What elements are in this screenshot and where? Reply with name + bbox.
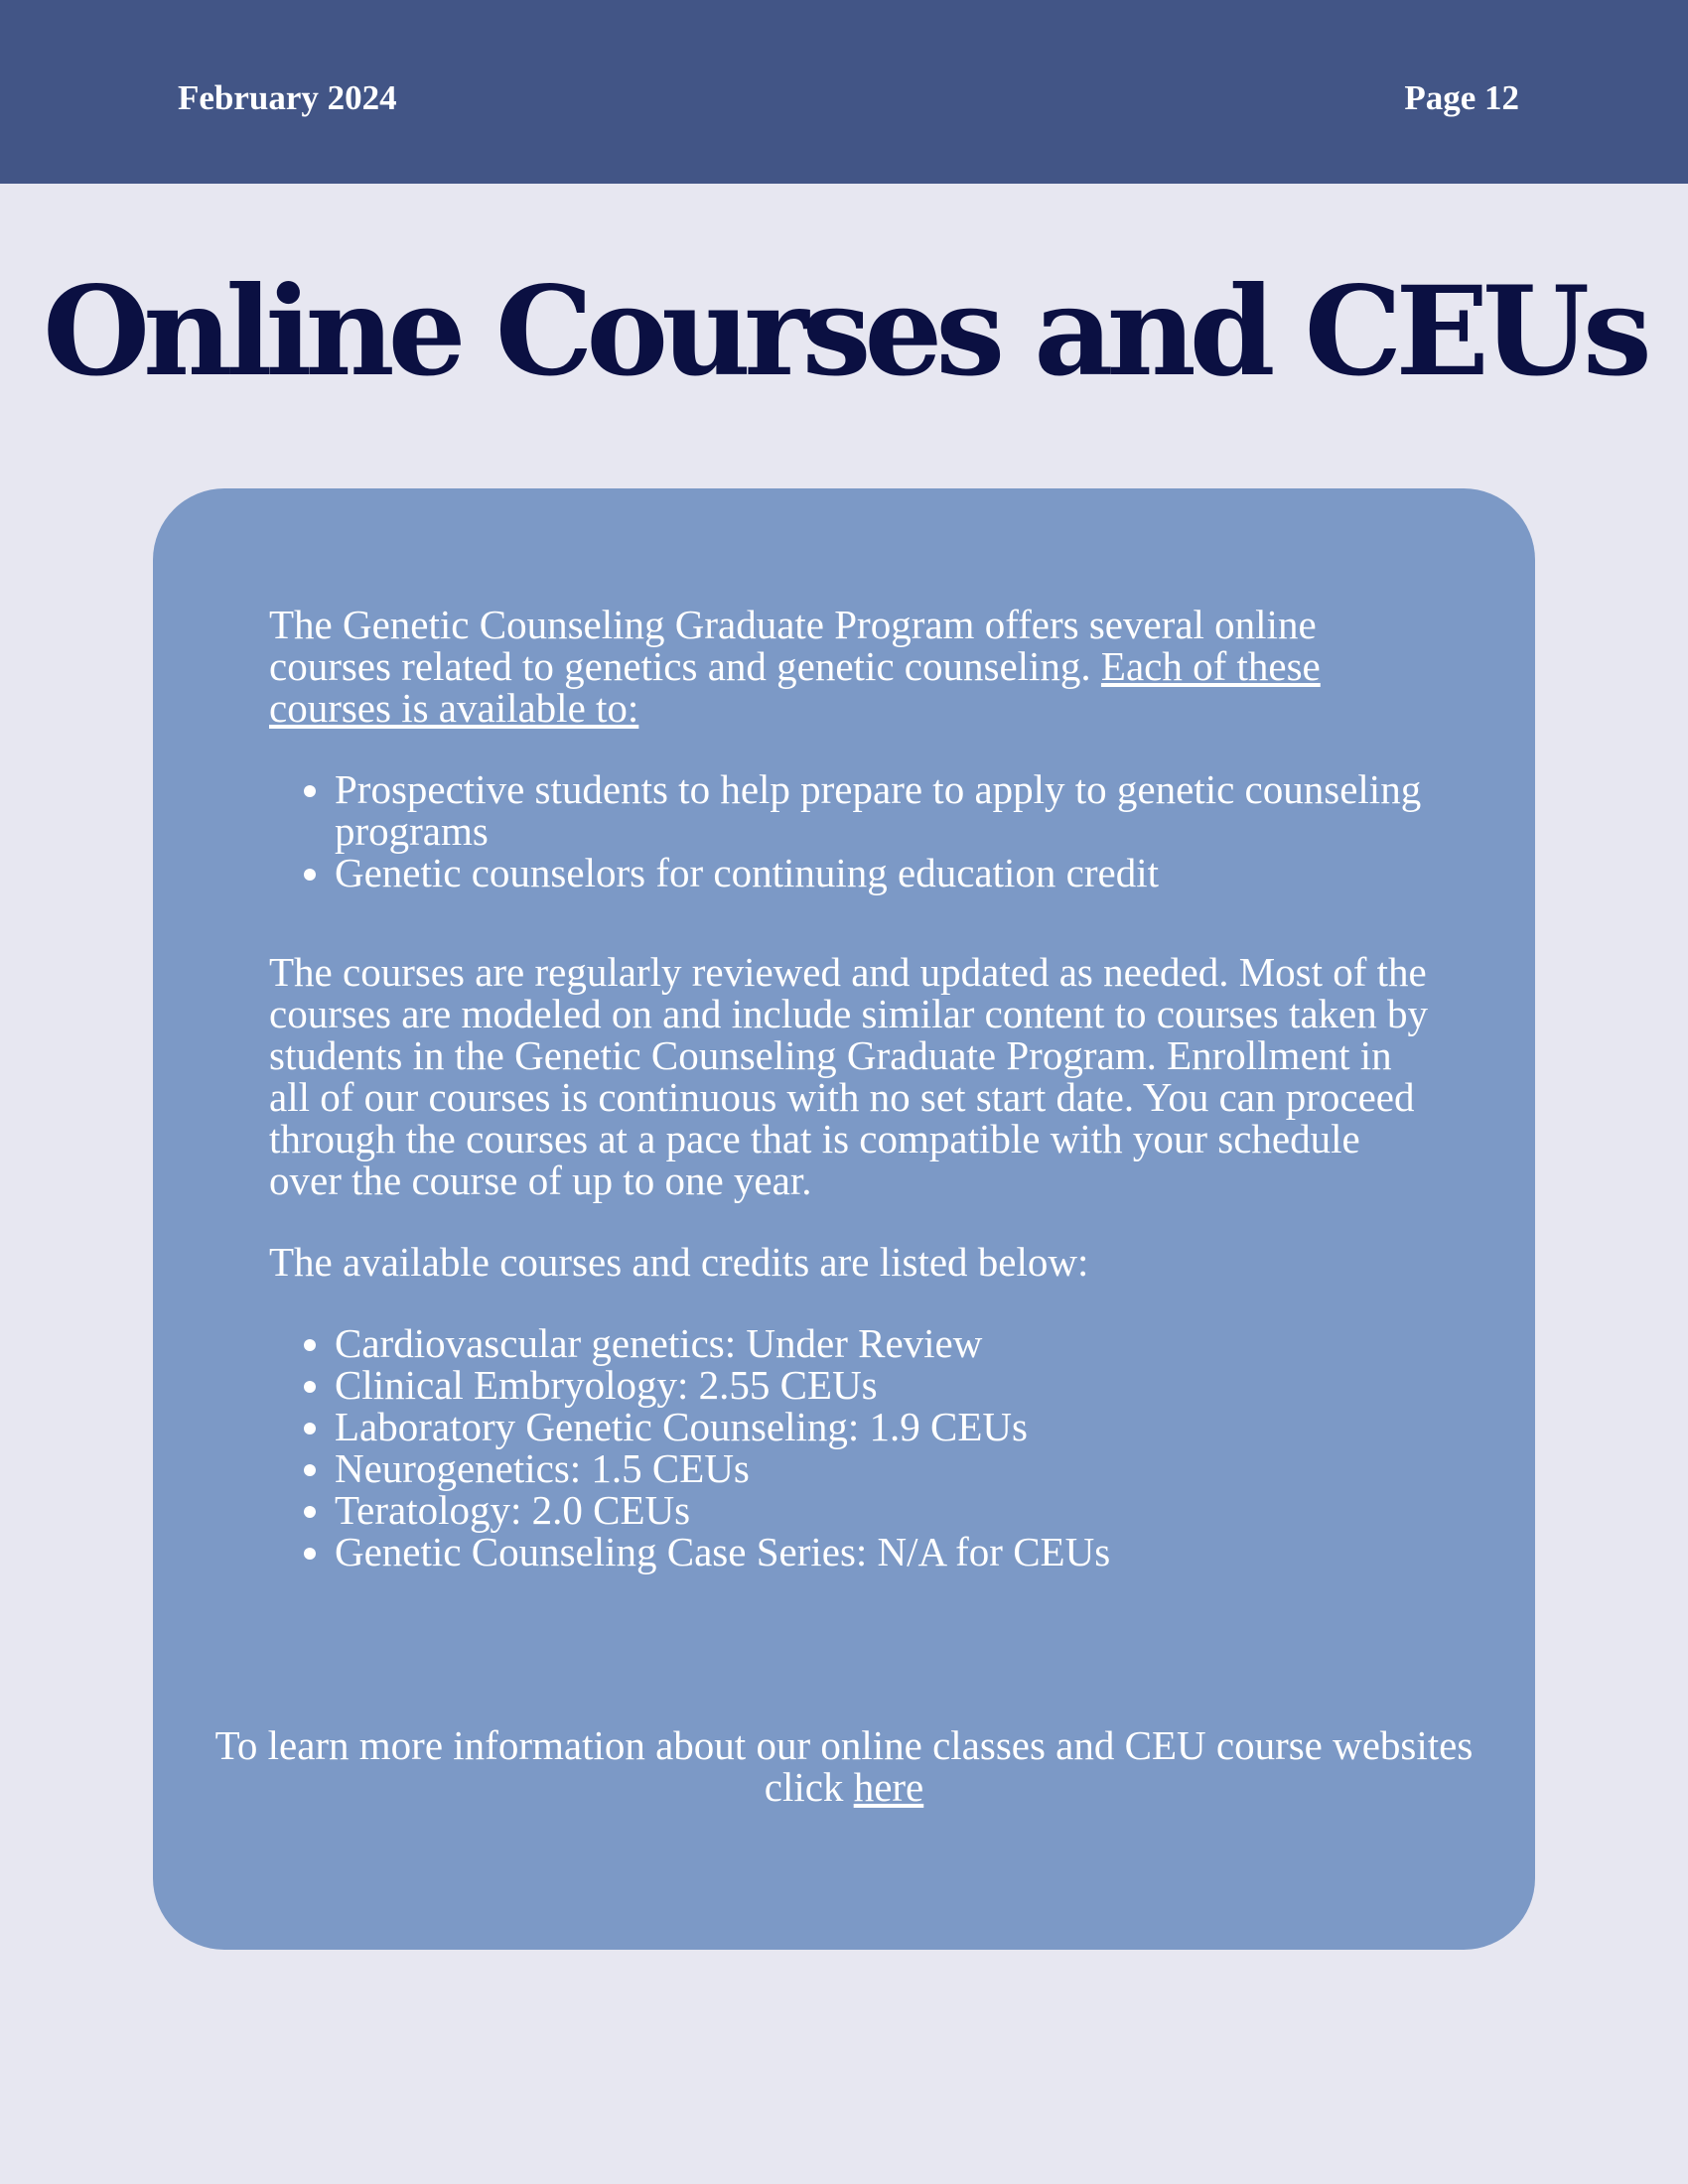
intro-paragraph xyxy=(269,604,1441,729)
list-item: • Teratology: 2.0 CEUs xyxy=(335,1489,1441,1531)
courses-intro: The available courses and credits are listed below: xyxy=(269,1239,1089,1285)
course-list xyxy=(269,1322,1441,1572)
card-body xyxy=(269,604,1441,1572)
content-card xyxy=(153,488,1535,1950)
list-item: • Neurogenetics: 1.5 CEUs xyxy=(335,1447,1441,1489)
list-item: • Genetic counselors for continuing education credit xyxy=(335,852,1441,893)
closing-text: To learn more information about our online classes and CEU course websites click xyxy=(214,1722,1474,1810)
page-title: Online Courses and CEUs xyxy=(43,260,1645,404)
list-item: • Laboratory Genetic Counseling: 1.9 CEUs xyxy=(335,1406,1441,1447)
page-number: Page 12 xyxy=(1404,78,1519,117)
intro-text: The Genetic Counseling Graduate Program offers several online courses related to genetics and genetic counseling. xyxy=(269,602,1317,689)
more-info-link[interactable]: here xyxy=(853,1764,924,1810)
list-item: • Cardiovascular genetics: Under Review xyxy=(335,1322,1441,1364)
header-bar xyxy=(0,0,1688,184)
description-paragraph: The courses are regularly reviewed and updated as needed. Most of the courses are modeled on and include similar content to courses taken by students in the Genetic Counseling Graduate Program. Enrollment in all of our courses is continuous with no set start date. You can proceed through the courses at a pace that is compatible with your schedule over the course of up to one year. xyxy=(269,949,1428,1203)
list-item: • Clinical Embryology: 2.55 CEUs xyxy=(335,1364,1441,1406)
availability-heading: Each of these courses is available to: xyxy=(269,643,1321,731)
header-date: February 2024 xyxy=(178,78,397,117)
closing-paragraph xyxy=(193,1724,1495,1808)
audience-list xyxy=(269,768,1441,893)
list-item: • Prospective students to help prepare to apply to genetic counseling programs xyxy=(335,768,1441,852)
list-item: • Genetic Counseling Case Series: N/A for CEUs xyxy=(335,1531,1441,1572)
